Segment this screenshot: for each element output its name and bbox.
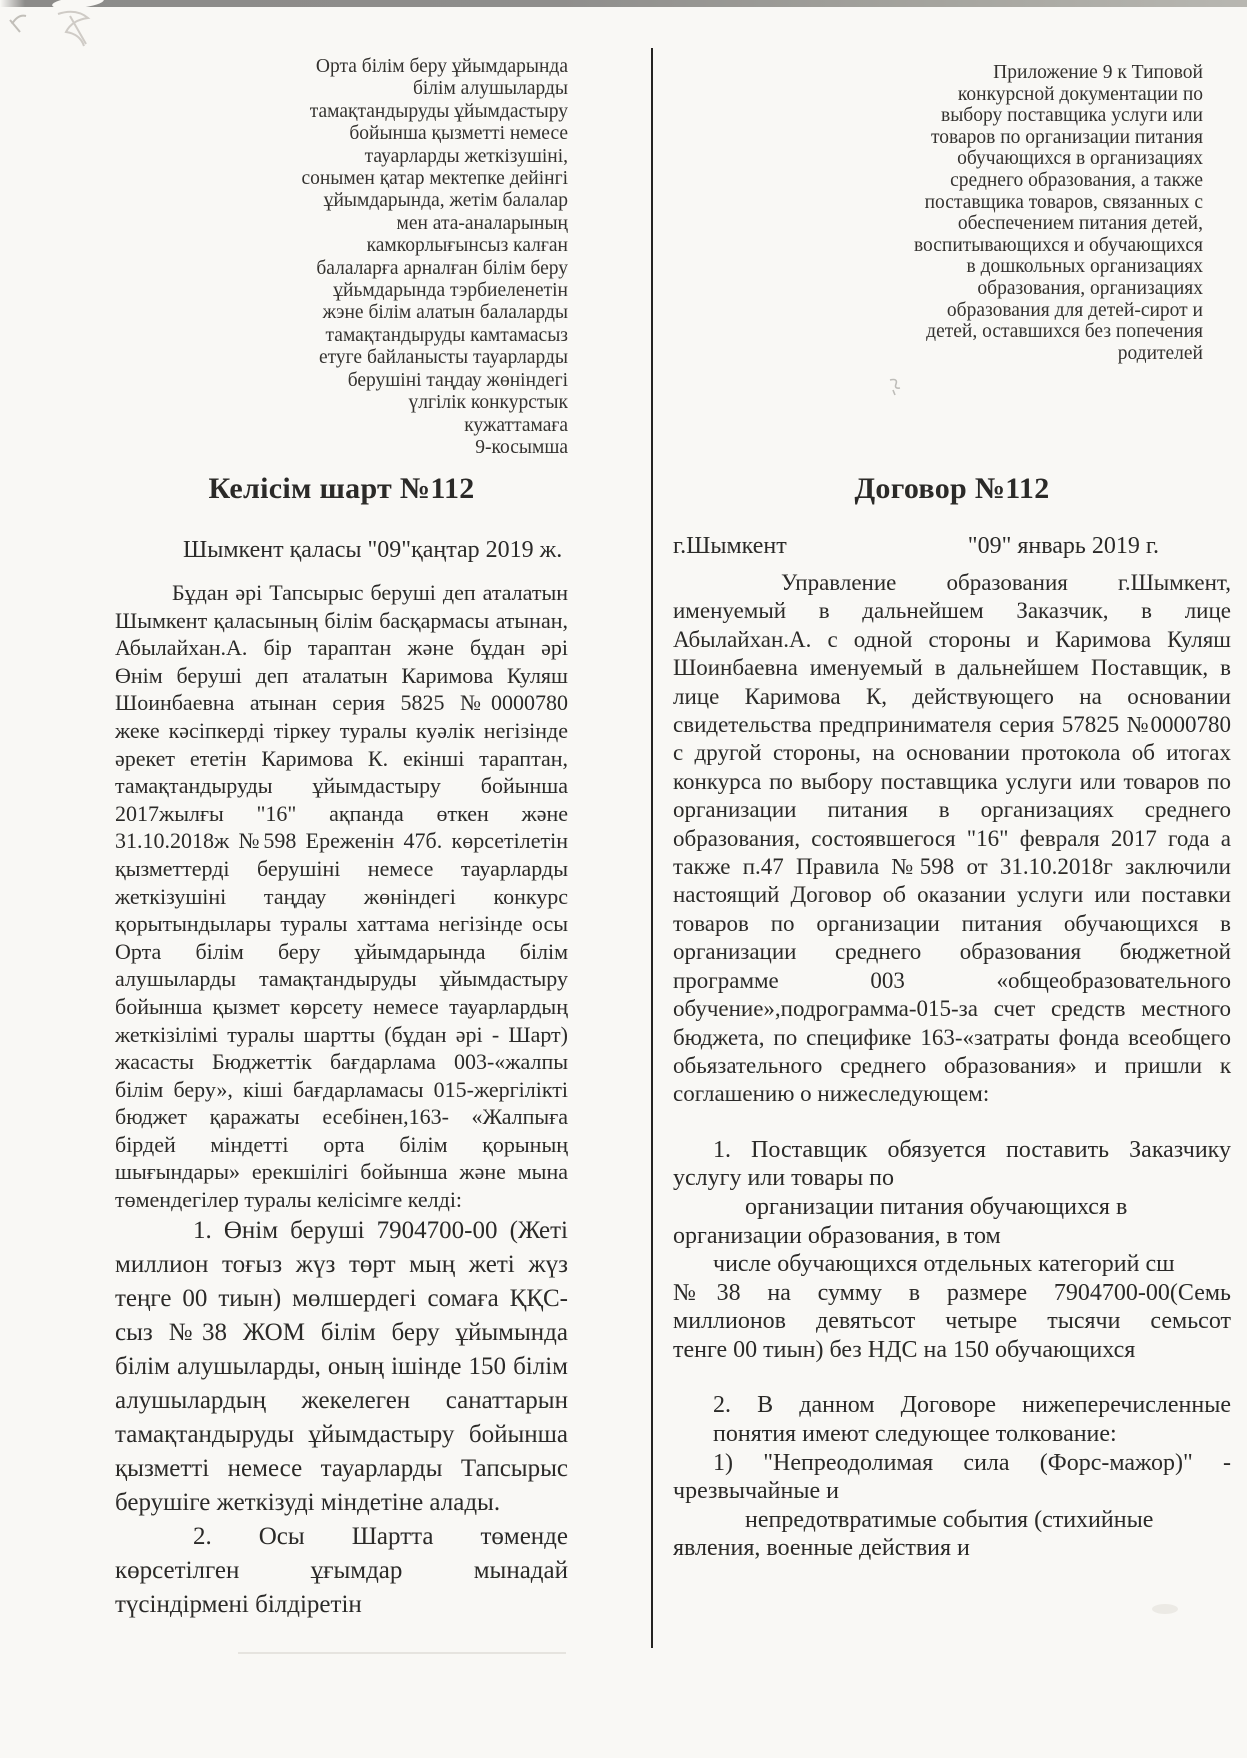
text-line: 2. В данном Договоре нижеперечисленные <box>713 1392 1231 1419</box>
text-line: ұйымдарында, жетім балалар <box>323 190 568 212</box>
left-paragraphs <box>115 579 568 1622</box>
text-line: етуге байланысты тауарларды <box>319 347 568 369</box>
right-intro-paragraph: Управление образования г.Шымкент, именуемый в дальнейшем Заказчик, в лице Абылайхан.А. с одной стороны и Каримова Куляш Шоинбаевна именуемый в дальнейшем Поставщик, в лице Каримова К, действующего на основании свидетельства предпринимателя серия 57825 №0000780 с другой стороны, на основании протокола об итогах конкурса по выбору поставщика услуги или товаров по организации питания в организациях среднего образования, состоявшегося "16" февраля 2017 года а также п.47 Правила №598 от 31.10.2018г заключили настоящий Договор об оказании услуги или поставки товаров по организации питания обучающихся в организации среднего образования бюджетной программе 003 «общеобразовательного обучение»,подрограмма-015-за счет средств местного бюджета, по специфике 163-«затраты фонда всеобщего обьязательного среднего образования» и пришли к соглашению о нижеследующем: <box>673 570 1231 1107</box>
text-line: балаларға арналған білім беру <box>316 257 568 279</box>
text-line: мен ата-аналарының <box>396 212 568 234</box>
text-line: білім алушыларды <box>412 78 568 100</box>
right-date-place: г.Шымкент <box>673 533 787 559</box>
text-line: понятия имеют следующее толкование: <box>713 1421 1117 1448</box>
text-line: сонымен қатар мектепке дейінгі <box>301 168 568 190</box>
ink-speck <box>884 376 904 398</box>
text-line: организации питания обучающихся в <box>745 1193 1128 1220</box>
text-line: обеспечением питания детей, <box>957 213 1203 235</box>
left-title: Келісім шарт №112 <box>208 472 475 505</box>
faint-scan-smudge <box>1152 1604 1178 1614</box>
text-line: жэне білім алатын балаларды <box>322 302 568 324</box>
text-line: обучающихся в организациях <box>957 148 1203 170</box>
text-line: образования, организациях <box>977 277 1203 299</box>
column-divider-line <box>651 48 653 1648</box>
text-line: Приложение 9 к Типовой <box>993 62 1203 83</box>
text-line: бойынша қызметті немесе <box>349 123 568 145</box>
text-line: миллионов девятьсот четыре тысячи семьсот <box>673 1308 1231 1335</box>
text-line: чрезвычайные и <box>673 1478 839 1505</box>
text-line: 1) "Непреодолимая сила (Форс-мажор)" - <box>713 1449 1231 1476</box>
text-line: ұйьмдарында тэрбиеленетін <box>333 280 568 302</box>
text-line: в дошкольных организациях <box>966 256 1203 278</box>
text-line: Орта білім беру ұйымдарында <box>315 56 568 77</box>
text-line: тамақтандыруды ұйымдастыру <box>309 100 568 122</box>
text-line: Бұдан әрі Тапсырыс беруші деп аталатын Шымкент қаласының білім басқармасы атынан, Абылайхан.А. бір тараптан және бұдан әрі Өнім беруші деп аталатын Каримова Куляш Шоинбаевна атынан серия 5825 №0000780 жеке кәсіпкерді тіркеу туралы куәлік негізінде әрекет ететін Каримова К. екінші тараптан, тамақтандыруды ұйымдастыру бойынша 2017жылғы "16" ақпанда өткен және 31.10.2018ж №598 Ереженін 47б. көрсетілетін қызметтерді берушіні немесе тауарларды жеткізушіні таңдау жөніндегі конкурс қорытындылары туралы хаттама негізінде осы Орта білім беру ұйымдарында білім алушыларды тамақтандыруды ұйымдастыру бойынша қызмет көрсету немесе тауарлардың жеткізілімі туралы шартты (бұдан әрі - Шарт) жасасты Бюджеттік бағдарлама 003-«жалпы білім беру», кіші бағдарламасы 015-жергілікті бюджет қаражаты есебінен,163- «Жалпыға бірдей міндетті орта білім қорының шығындары» ерекшілігі бойынша және мына төмендегілер туралы келісімге келді: <box>115 580 568 1213</box>
text-line: услугу или товары по <box>673 1165 894 1192</box>
kazakh-column <box>115 472 568 1622</box>
text-line: детей, оставшихся без попечения <box>926 321 1203 343</box>
text-line: непредотвратимые события (стихийные <box>745 1506 1154 1533</box>
text-line: камкорлығынсыз калған <box>366 235 568 257</box>
right-header-annotation <box>672 62 1203 364</box>
text-line: тенге 00 тиын) без НДС на 150 обучающихся <box>673 1336 1136 1363</box>
left-header-annotation <box>115 56 568 459</box>
faint-scan-line <box>238 1652 566 1654</box>
text-line: выбору поставщика услуги или <box>940 105 1203 127</box>
text-line: тамақтандыруды камтамасыз <box>325 324 568 346</box>
right-date-line <box>673 533 1231 560</box>
text-line: образования для детей-сирот и <box>946 299 1203 321</box>
text-line: среднего образования, а также <box>950 169 1203 191</box>
text-line: 2. Осы Шартта төменде көрсетілген ұғымдар мынадай түсіндірмені білдіретін <box>115 1522 568 1618</box>
text-line: №38 на сумму в размере 7904700-00(Семь <box>673 1279 1231 1306</box>
right-clause-2 <box>673 1391 1231 1563</box>
text-line: 9-косымша <box>475 436 568 458</box>
text-line: 1. Өнім беруші 7904700-00 (Жеті миллион тоғыз жүз төрт мың жеті жүз теңге 00 тиын) мөлшердегі сомаға ҚҚС-сыз №38 ЖОМ білім беру ұйымында білім алушыларды, оның ішінде 150 білім алушылардың жекелеген санаттарын тамақтандыруды ұйымдастыру бойынша қызметті немесе тауарларды Тапсырыс берушіге жеткізуді міндетіне алады. <box>115 1216 568 1516</box>
scan-edge-band <box>0 0 1247 7</box>
text-line: 1. Поставщик обязуется поставить Заказчику <box>713 1136 1231 1163</box>
text-line: числе обучающихся отдельных категорий сш <box>713 1251 1175 1278</box>
text-line: товаров по организации питания <box>931 126 1203 148</box>
text-line: организации образования, в том <box>673 1222 1001 1249</box>
left-date-line: Шымкент қаласы "09"қаңтар 2019 ж. <box>183 537 563 563</box>
text-line: явления, военные действия и <box>673 1535 970 1562</box>
text-line: поставщика товаров, связанных с <box>924 191 1203 213</box>
text-line: тауарларды жеткізушіні, <box>364 145 568 167</box>
text-line: родителей <box>1117 342 1203 364</box>
right-title: Договор №112 <box>854 472 1050 505</box>
text-line: воспитывающихся и обучающихся <box>913 234 1203 256</box>
text-line: үлгілік конкурстык <box>408 392 568 414</box>
right-clause-1 <box>673 1136 1231 1365</box>
text-line: кужаттамаға <box>464 414 568 436</box>
text-line: берушіні таңдау жөніндегі <box>347 369 568 391</box>
text-line: конкурсной документации по <box>957 83 1203 105</box>
russian-column <box>673 472 1231 1563</box>
right-date-value: "09" январь 2019 г. <box>967 533 1159 559</box>
